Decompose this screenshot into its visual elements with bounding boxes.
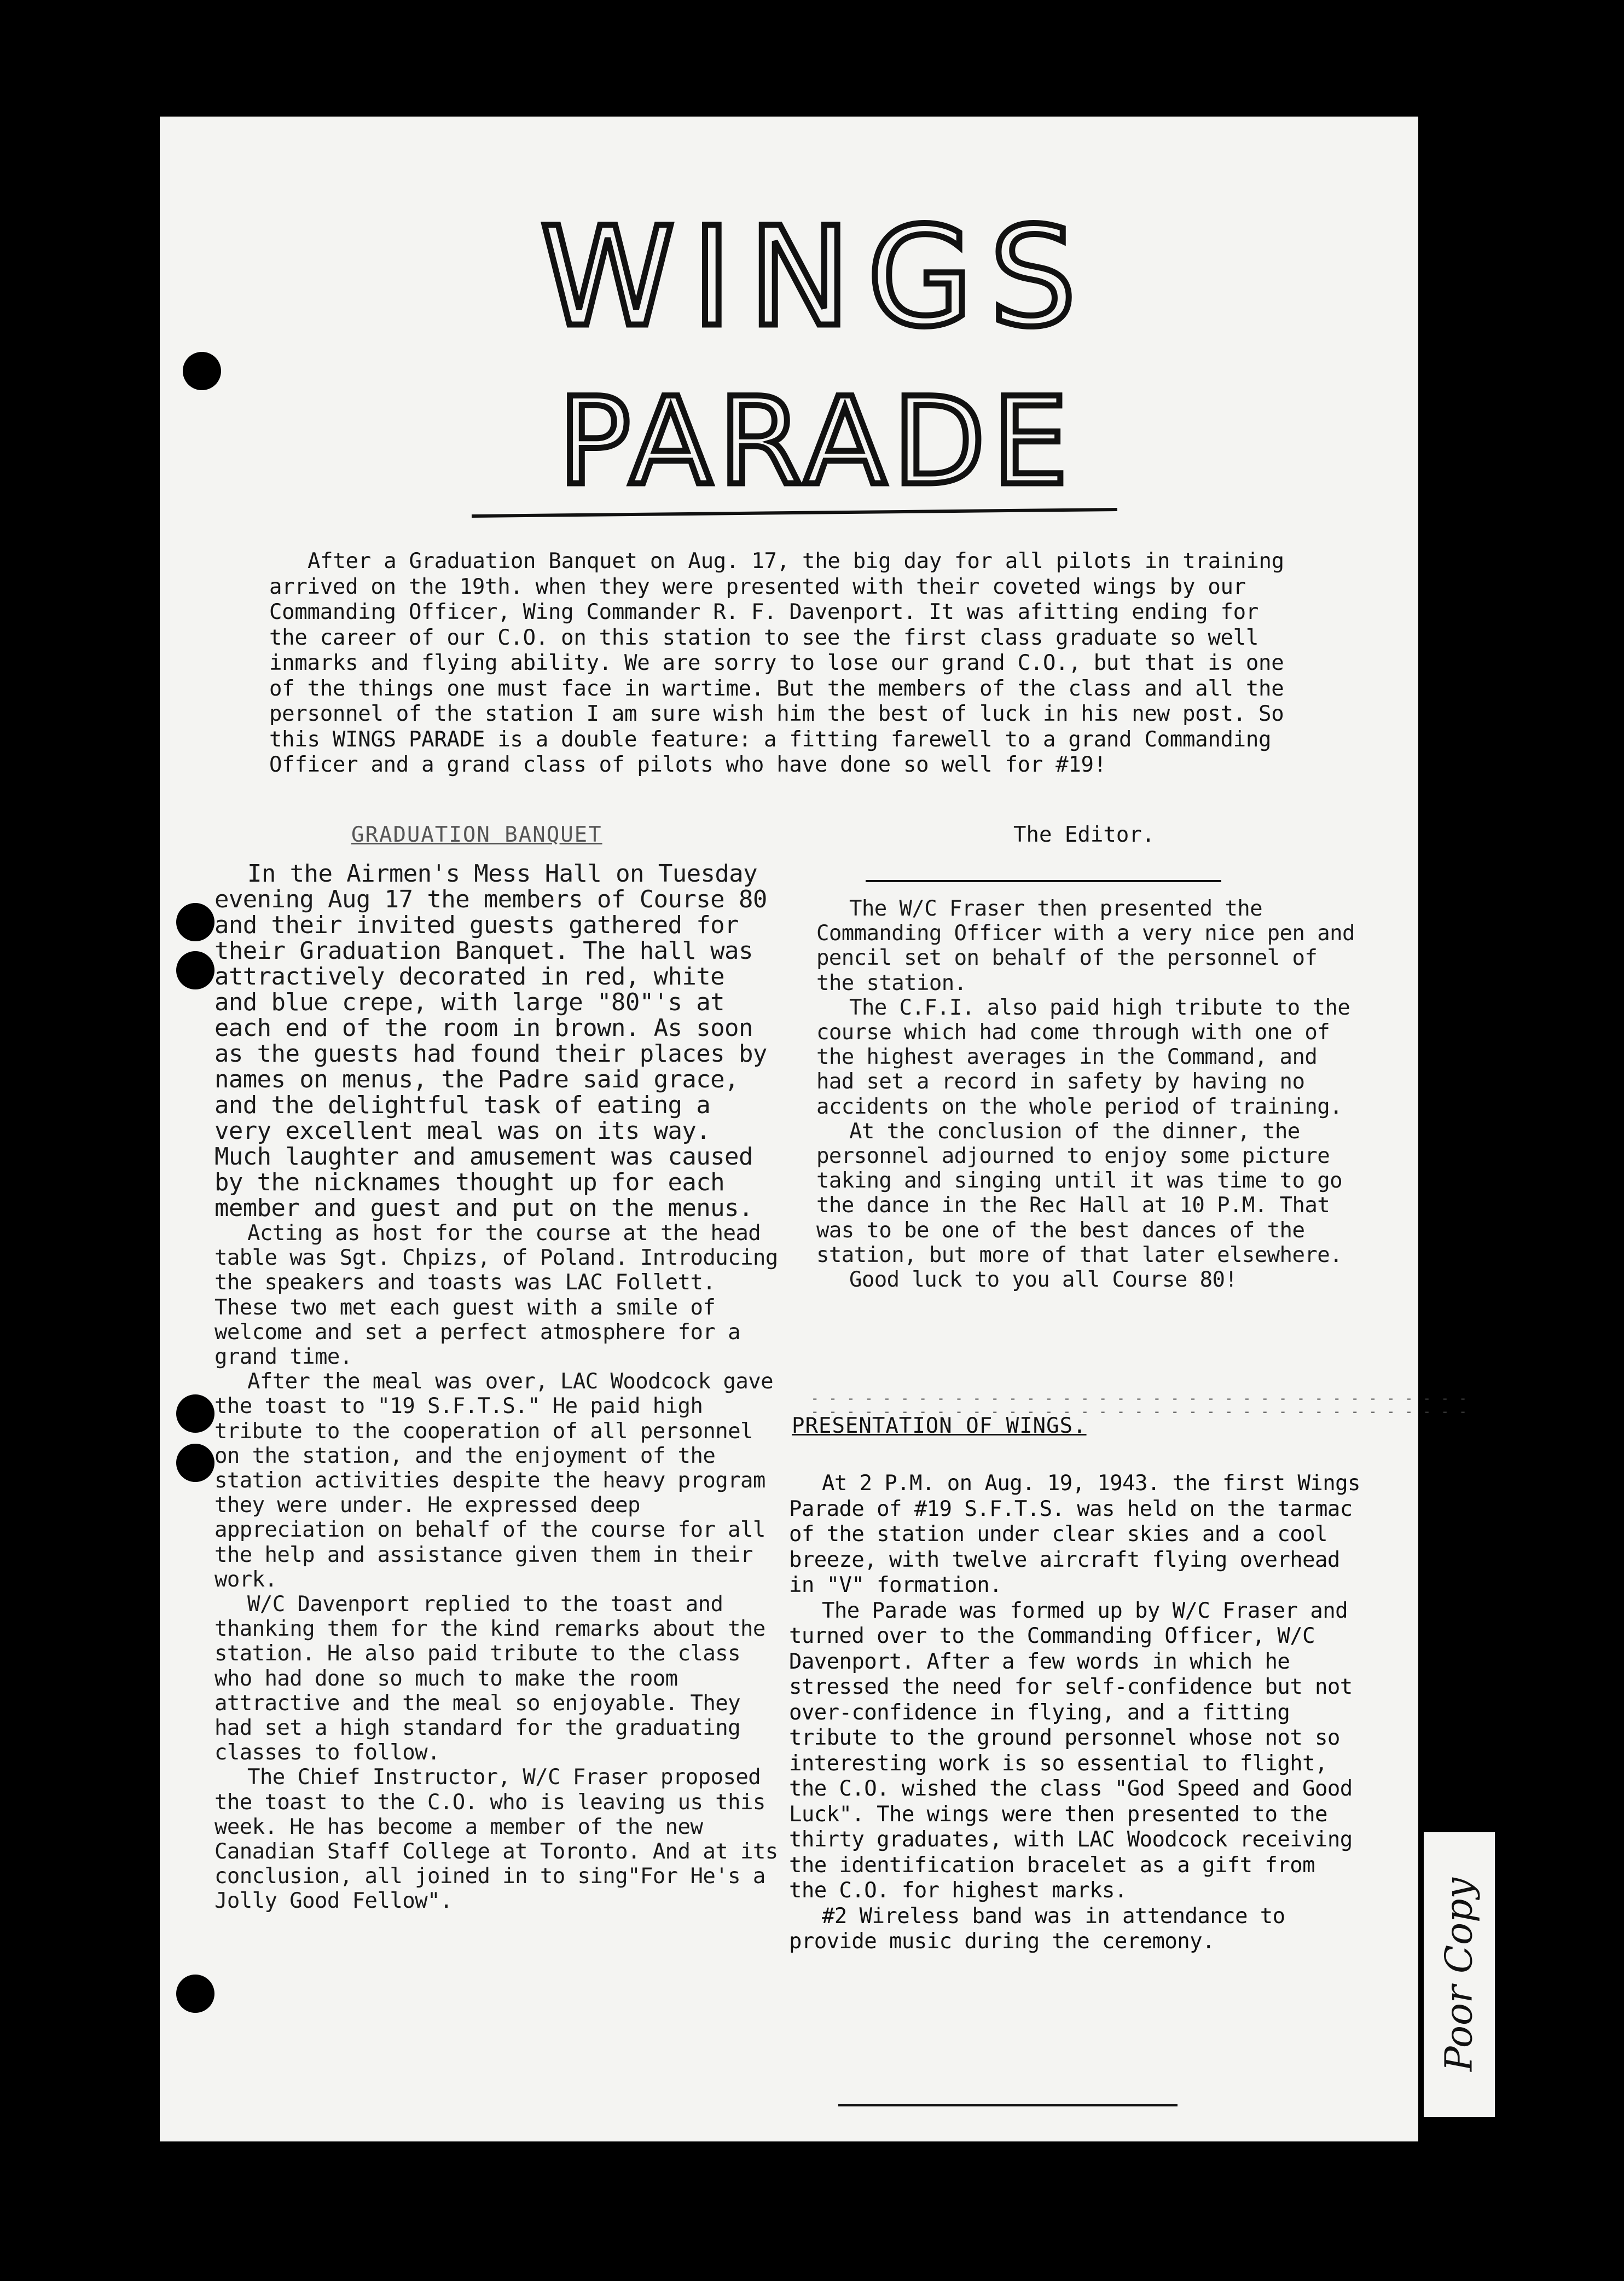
punch-hole — [176, 1975, 214, 2013]
presentation-paragraph: At 2 P.M. on Aug. 19, 1943. the first Wings Parade of #19 S.F.T.S. was held on the tarmac of the station under clear skies and a cool breeze, with twelve aircraft flying overhead in "V" formation. — [789, 1471, 1360, 1597]
punch-hole — [176, 951, 214, 989]
editor-signature: The Editor. — [1013, 823, 1155, 847]
punch-hole — [176, 1444, 214, 1482]
poor-copy-text: Poor Copy — [1437, 1878, 1481, 2071]
presentation-paragraph: The Parade was formed up by W/C Fraser and turned over to the Commanding Officer, W/C Davenport. After a few words in which he stressed the need for self-confidence but not over-confidence in flying, and a fitting tribute to the ground personnel whose not so interesting work is so essential to flight, the C.O. wished the class "God Speed and Good Luck". The wings were then presented to the thirty graduates, with LAC Woodcock receiving the identification bracelet as a gift from the C.O. for highest marks. — [789, 1598, 1353, 1903]
banquet-paragraph: In the Airmen's Mess Hall on Tuesday evening Aug 17 the members of Course 80 and their invited guests gathered for their Graduation Banquet. The hall was attractively decorated in red, white and blue crepe, with large "80"'s at each end of the room in brown. As soon as the guests had found their places by names on menus, the Padre said grace, and the delightful task of eating a very excellent meal was on its way. Much laughter and amusement was caused by the nicknames thought up for each member and guest and put on the menus. — [214, 860, 767, 1222]
punch-hole — [183, 352, 221, 390]
divider-rule — [866, 880, 1221, 882]
banquet-paragraph: Acting as host for the course at the head table was Sgt. Chpizs, of Poland. Introducing the speakers and toasts was LAC Follett. These two met each guest with a smile of welcome and set a perfect atmosphere for a grand time. — [214, 1221, 778, 1370]
banquet-paragraph: The W/C Fraser then presented the Commanding Officer with a very nice pen and pencil set on behalf of the personnel of the station. — [816, 896, 1355, 995]
banquet-paragraph: The C.F.I. also paid high tribute to the course which had come through with one of the highest averages in the Command, and had set a record in safety by having no accidents on the whole period of training. — [816, 995, 1350, 1119]
banquet-paragraph: W/C Davenport replied to the toast and thanking them for the kind remarks about the station. He also paid tribute to the class who had done so much to make the room attractive and the meal so enjoyable. They had set a high standard for the graduating classes to follow. — [214, 1592, 765, 1765]
banquet-article-left — [214, 861, 778, 1914]
presentation-article — [789, 1471, 1364, 1955]
title-line-2: PARADE — [558, 372, 1075, 512]
banquet-paragraph: After the meal was over, LAC Woodcock gave the toast to "19 S.F.T.S." He paid high tribute to the cooperation of all personnel on the station, and the enjoyment of the station activities despite the heavy program they were under. He expressed deep appreciation on behalf of the course for all the help and assistance given them in their work. — [214, 1369, 773, 1592]
banquet-paragraph: Good luck to you all Course 80! — [849, 1267, 1238, 1293]
poor-copy-label — [1424, 1832, 1495, 2117]
masthead-title — [406, 199, 1227, 554]
banquet-article-right — [816, 896, 1364, 1292]
closing-rule — [838, 2104, 1178, 2106]
punch-hole — [176, 903, 214, 941]
editor-intro: After a Graduation Banquet on Aug. 17, the big day for all pilots in training arrived on the 19th. when they were presented with their coveted wings by our Commanding Officer, Wing Commander R. F. Davenport. It was afitting ending for the career of our C.O. on this station to see the first class graduate so well inmarks and flying ability. We are sorry to lose our grand C.O., but that is one of the things one must face in wartime. But the members of the class and all the personnel of the station I am sure wish him the best of luck in his new post. So this WINGS PARADE is a double feature: a fitting farewell to a grand Commanding Officer and a grand class of pilots who have done so well for #19! — [269, 549, 1284, 777]
banquet-paragraph: The Chief Instructor, W/C Fraser proposed the toast to the C.O. who is leaving us this week. He has become a member of the new Canadian Staff College at Toronto. And at its conclusion, all joined in to sing"For He's a Jolly Good Fellow". — [214, 1765, 778, 1914]
presentation-paragraph: #2 Wireless band was in attendance to provide music during the ceremony. — [789, 1903, 1285, 1954]
presentation-heading: PRESENTATION OF WINGS. — [792, 1414, 1087, 1438]
punch-hole — [176, 1394, 214, 1433]
banquet-paragraph: At the conclusion of the dinner, the personnel adjourned to enjoy some picture taking and singing until it was time to go the dance in the Rec Hall at 10 P.M. That was to be one of the best dances of the station, but more of that later elsewhere. — [816, 1119, 1342, 1267]
banquet-heading: GRADUATION BANQUET — [351, 823, 602, 847]
title-line-1: WINGS — [540, 198, 1093, 357]
dashed-separator: - - - - - - - - - - - - - - - - - - - - - - - - - - - - - - - - - - - - - - - - - - - - - - - - - - - - - - - - - - - - - - - - - - - - - - - - - - — [811, 1391, 1468, 1419]
